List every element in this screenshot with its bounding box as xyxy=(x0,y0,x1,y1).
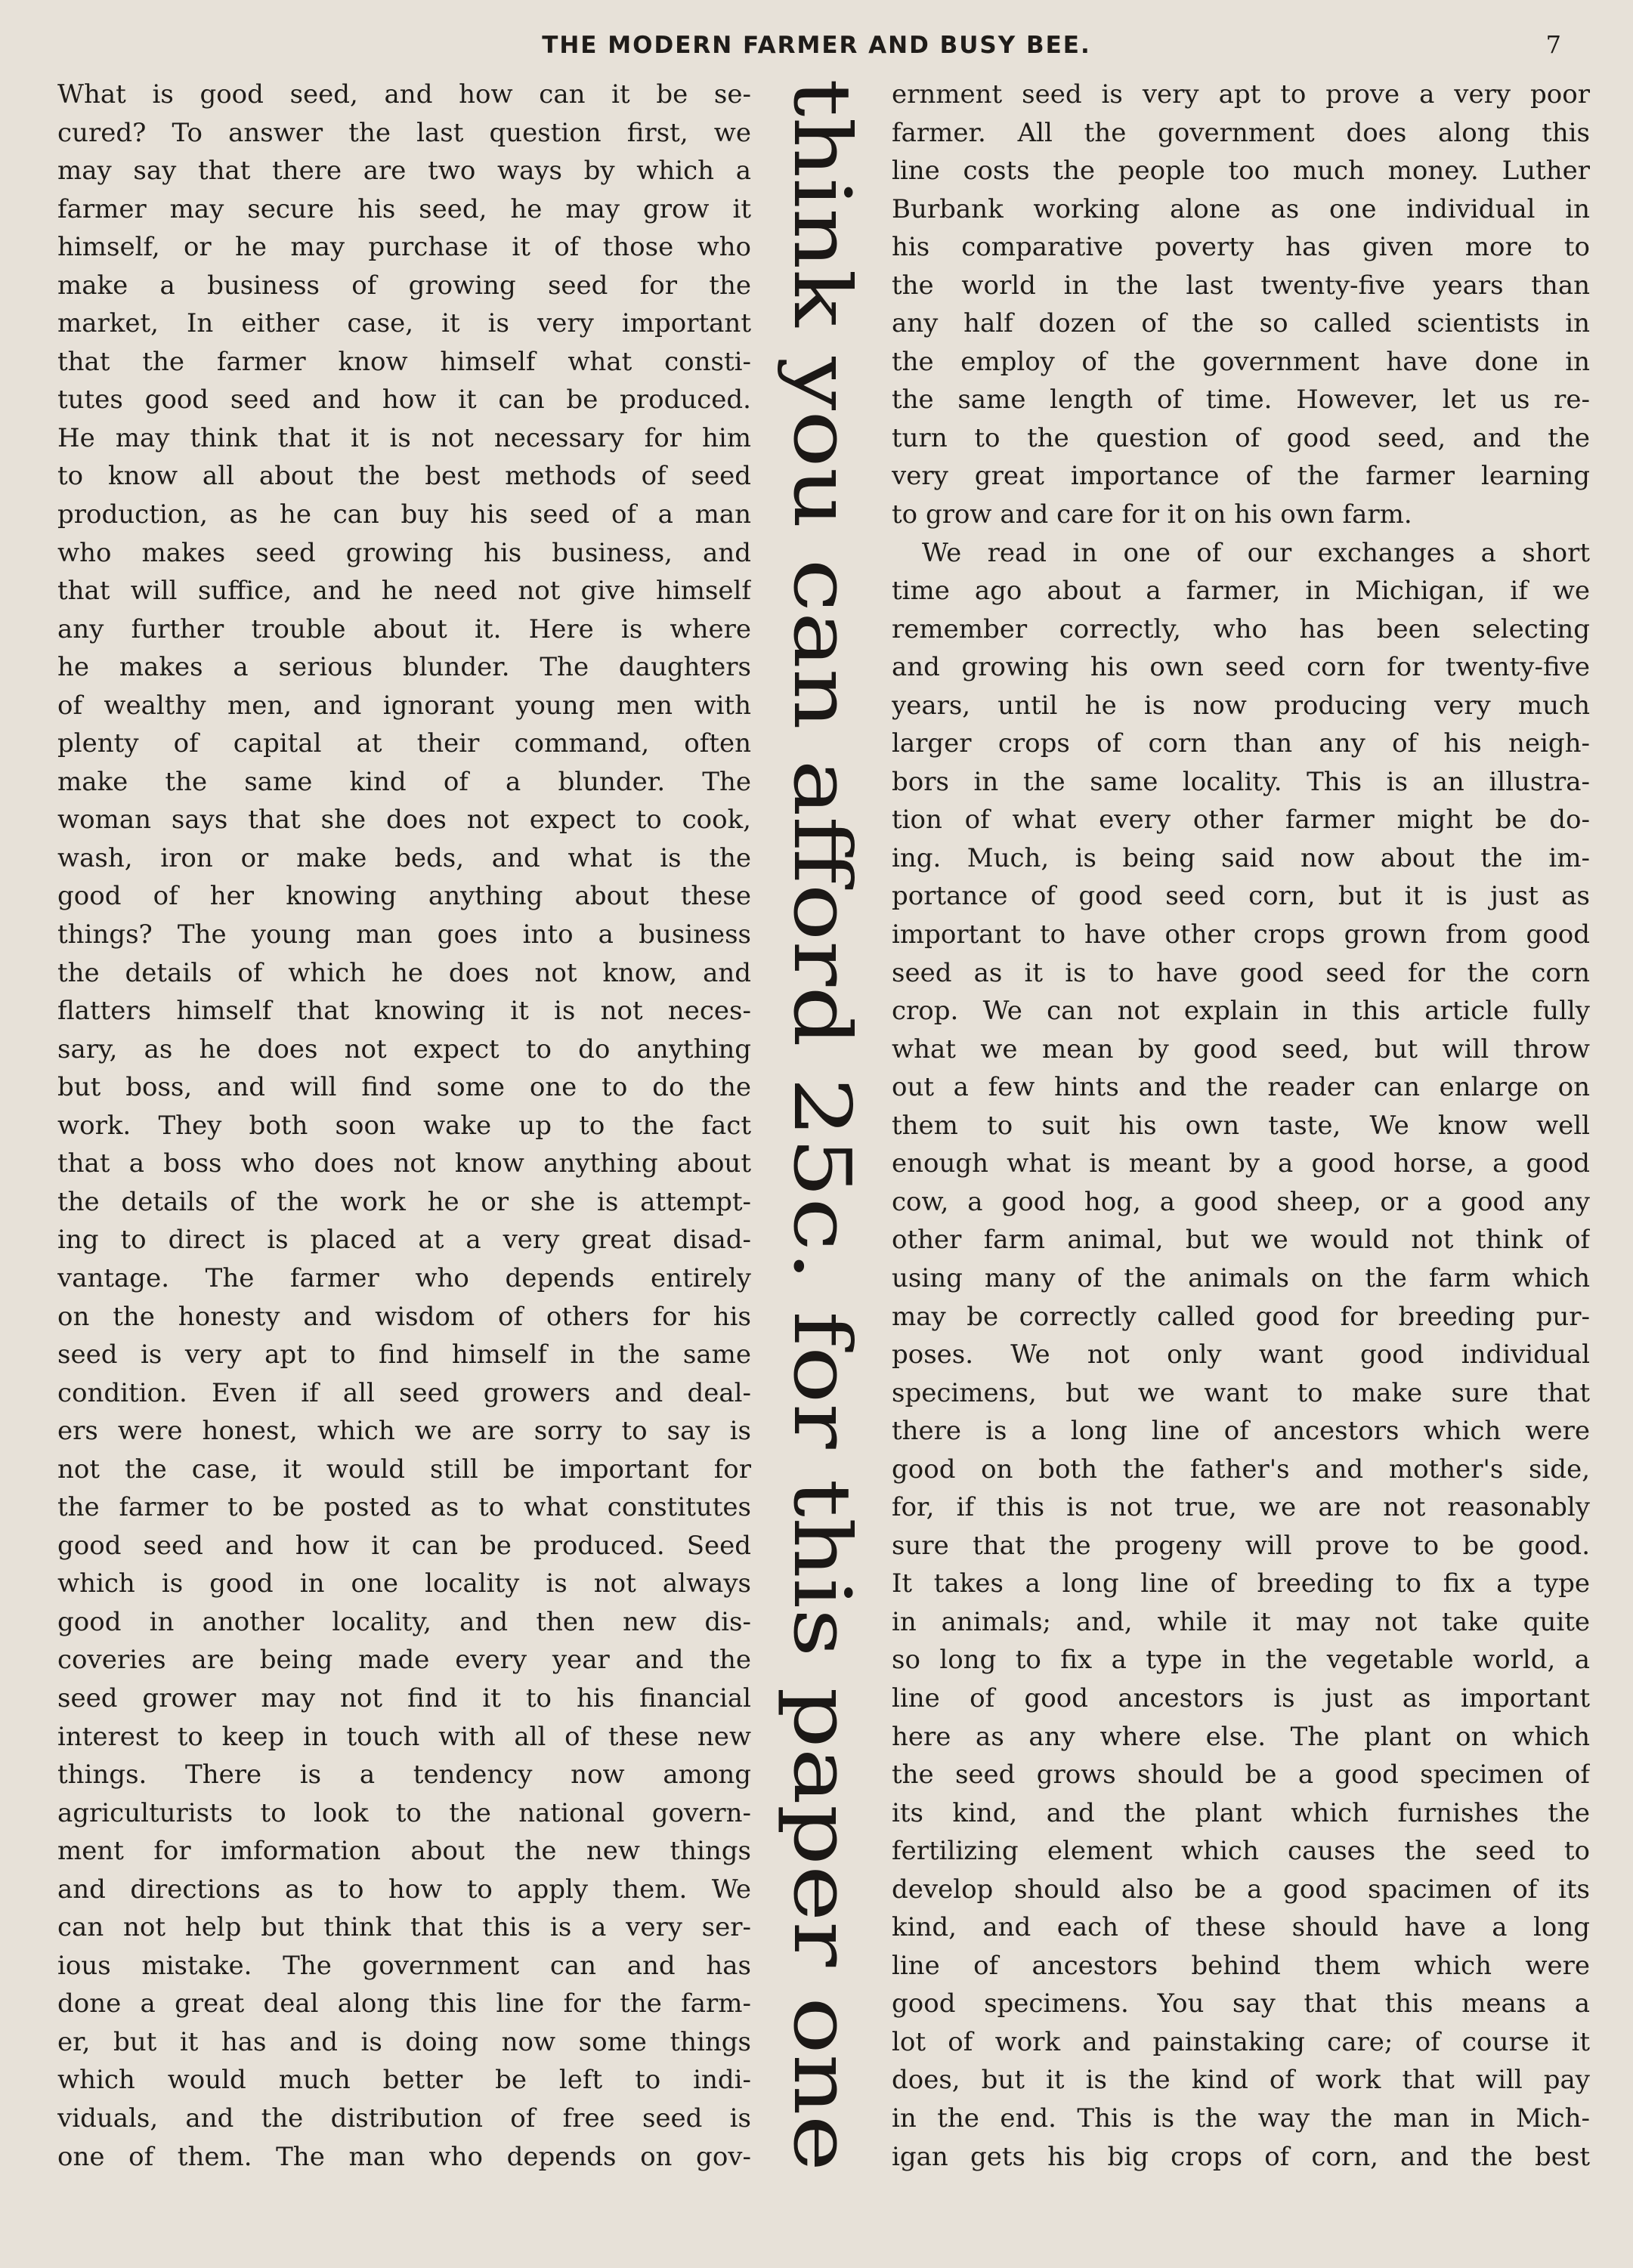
text-line: using many of the animals on the farm which xyxy=(892,1262,1590,1293)
text-line: good seed and how it can be produced. Seed xyxy=(57,1530,751,1561)
text-line: in the end. This is the way the man in Mich- xyxy=(892,2103,1590,2134)
text-line: the world in the last twenty-five years than xyxy=(892,270,1590,301)
text-line: that a boss who does not know anything about xyxy=(57,1148,751,1179)
text-line: He may think that it is not necessary for him xyxy=(57,422,751,453)
text-line: any half dozen of the so called scientists in xyxy=(892,308,1590,339)
text-line: line costs the people too much money. Luther xyxy=(892,156,1590,187)
text-line: but boss, and will find some one to do the xyxy=(57,1072,751,1103)
text-line: very great importance of the farmer learning xyxy=(892,461,1590,492)
text-line: develop should also be a good spacimen of its xyxy=(892,1874,1590,1905)
text-line: coveries are being made every year and the xyxy=(57,1645,751,1676)
text-line: make the same kind of a blunder. The xyxy=(57,766,751,797)
text-line: er, but it has and is doing now some things xyxy=(57,2026,751,2057)
text-line: good specimens. You say that this means a xyxy=(892,1988,1590,2019)
text-line: seed as it is to have good seed for the corn xyxy=(892,957,1590,988)
text-line: woman says that she does not expect to cook, xyxy=(57,805,751,836)
text-line: good in another locality, and then new dis- xyxy=(57,1606,751,1637)
text-line: to grow and care for it on his own farm. xyxy=(892,499,1412,530)
text-line: may be correctly called good for breeding pur- xyxy=(892,1301,1590,1332)
text-line: may say that there are two ways by which a xyxy=(57,156,751,187)
text-line: flatters himself that knowing it is not neces- xyxy=(57,996,751,1027)
text-line: line of ancestors behind them which were xyxy=(892,1950,1590,1981)
text-line: does, but it is the kind of work that will pay xyxy=(892,2065,1590,2096)
vertical-advertisement xyxy=(769,70,875,2177)
text-line: interest to keep in touch with all of these new xyxy=(57,1721,751,1752)
text-line: make a business of growing seed for the xyxy=(57,270,751,301)
text-line: time ago about a farmer, in Michigan, if we xyxy=(892,576,1590,607)
text-line: kind, and each of these should have a long xyxy=(892,1912,1590,1943)
text-line: poses. We not only want good individual xyxy=(892,1339,1590,1370)
text-line: good on both the father's and mother's side, xyxy=(892,1454,1590,1485)
text-line: farmer. All the government does along this xyxy=(892,117,1590,148)
running-title: THE MODERN FARMER AND BUSY BEE. xyxy=(542,32,1091,59)
text-line: viduals, and the distribution of free seed is xyxy=(57,2103,751,2134)
text-line: for, if this is not true, we are not reasonably xyxy=(892,1492,1590,1523)
text-line: which would much better be left to indi- xyxy=(57,2065,751,2096)
vertical-advertisement-text: think you can afford 25c. for this paper one xyxy=(776,79,868,1812)
text-line: ernment seed is very apt to prove a very poor xyxy=(892,79,1590,110)
text-line: tutes good seed and how it can be produced. xyxy=(57,385,751,416)
text-line: and directions as to how to apply them. We xyxy=(57,1874,751,1905)
text-line: tion of what every other farmer might be do- xyxy=(892,805,1590,836)
text-line: things. There is a tendency now among xyxy=(57,1760,751,1791)
text-line: agriculturists to look to the national govern- xyxy=(57,1797,751,1828)
text-line: himself, or he may purchase it of those who xyxy=(57,232,751,263)
page-header xyxy=(0,27,1633,65)
text-line: on the honesty and wisdom of others for his xyxy=(57,1301,751,1332)
text-line: ious mistake. The government can and has xyxy=(57,1950,751,1981)
text-line: enough what is meant by a good horse, a good xyxy=(892,1148,1590,1179)
text-line: ment for imformation about the new things xyxy=(57,1836,751,1867)
text-line: not the case, it would still be important for xyxy=(57,1454,751,1485)
text-line: crop. We can not explain in this article fully xyxy=(892,996,1590,1027)
text-line: ing. Much, is being said now about the im- xyxy=(892,842,1590,873)
text-line: farmer may secure his seed, he may grow it xyxy=(57,193,751,224)
text-line: bors in the same locality. This is an illustra- xyxy=(892,766,1590,797)
text-line: his comparative poverty has given more to xyxy=(892,232,1590,263)
text-line: fertilizing element which causes the seed to xyxy=(892,1836,1590,1867)
text-line: cured? To answer the last question first, we xyxy=(57,117,751,148)
text-line: portance of good seed corn, but it is just as xyxy=(892,881,1590,912)
text-line: of wealthy men, and ignorant young men with xyxy=(57,690,751,721)
text-line: its kind, and the plant which furnishes the xyxy=(892,1797,1590,1828)
right-column xyxy=(892,76,1590,2176)
text-line: any further trouble about it. Here is where xyxy=(57,613,751,644)
text-line: there is a long line of ancestors which were xyxy=(892,1416,1590,1447)
text-line: ing to direct is placed at a very great disad- xyxy=(57,1225,751,1256)
vertical-advertisement-svg xyxy=(769,70,875,2177)
page-number: 7 xyxy=(1545,30,1561,59)
text-line: ers were honest, which we are sorry to say is xyxy=(57,1416,751,1447)
text-line: the details of which he does not know, and xyxy=(57,957,751,988)
text-line: he makes a serious blunder. The daughters xyxy=(57,652,751,683)
text-line: lot of work and painstaking care; of course it xyxy=(892,2026,1590,2057)
text-line: one of them. The man who depends on gov- xyxy=(57,2141,751,2172)
text-line: line of good ancestors is just as important xyxy=(892,1682,1590,1713)
text-line: here as any where else. The plant on which xyxy=(892,1721,1590,1752)
text-line: What is good seed, and how can it be se- xyxy=(57,79,751,110)
text-line: the employ of the government have done in xyxy=(892,346,1590,377)
text-line: years, until he is now producing very much xyxy=(892,690,1590,721)
text-line: the details of the work he or she is attempt- xyxy=(57,1186,751,1217)
text-line: market, In either case, it is very important xyxy=(57,308,751,339)
text-line: in animals; and, while it may not take quite xyxy=(892,1606,1590,1637)
text-line: sary, as he does not expect to do anything xyxy=(57,1034,751,1064)
text-line: that the farmer know himself what consti- xyxy=(57,346,751,377)
left-column xyxy=(57,76,751,2176)
text-line: the same length of time. However, let us re- xyxy=(892,385,1590,416)
text-line: can not help but think that this is a very ser- xyxy=(57,1912,751,1943)
text-line: Burbank working alone as one individual in xyxy=(892,193,1590,224)
text-line: plenty of capital at their command, often xyxy=(57,728,751,759)
text-line: igan gets his big crops of corn, and the best xyxy=(892,2141,1590,2172)
text-line: the farmer to be posted as to what constitutes xyxy=(57,1492,751,1523)
text-line: wash, iron or make beds, and what is the xyxy=(57,842,751,873)
text-line: important to have other crops grown from good xyxy=(892,919,1590,950)
text-line: production, as he can buy his seed of a man xyxy=(57,499,751,530)
text-line: turn to the question of good seed, and the xyxy=(892,422,1590,453)
text-line: done a great deal along this line for the farm- xyxy=(57,1988,751,2019)
text-line: remember correctly, who has been selecting xyxy=(892,613,1590,644)
text-line: vantage. The farmer who depends entirely xyxy=(57,1262,751,1293)
text-line: which is good in one locality is not always xyxy=(57,1568,751,1599)
text-line: seed is very apt to find himself in the same xyxy=(57,1339,751,1370)
text-line: who makes seed growing his business, and xyxy=(57,537,751,568)
text-line: cow, a good hog, a good sheep, or a good any xyxy=(892,1186,1590,1217)
text-line: things? The young man goes into a business xyxy=(57,919,751,950)
text-line: seed grower may not find it to his financial xyxy=(57,1682,751,1713)
text-line: work. They both soon wake up to the fact xyxy=(57,1110,751,1141)
text-line: out a few hints and the reader can enlarge on xyxy=(892,1072,1590,1103)
text-line: them to suit his own taste, We know well xyxy=(892,1110,1590,1141)
text-line: what we mean by good seed, but will throw xyxy=(892,1034,1590,1064)
text-line: We read in one of our exchanges a short xyxy=(922,537,1590,568)
text-line: that will suffice, and he need not give himself xyxy=(57,576,751,607)
text-line: and growing his own seed corn for twenty-five xyxy=(892,652,1590,683)
text-line: other farm animal, but we would not think of xyxy=(892,1225,1590,1256)
text-line: larger crops of corn than any of his neigh- xyxy=(892,728,1590,759)
text-line: It takes a long line of breeding to fix a type xyxy=(892,1568,1590,1599)
text-line: the seed grows should be a good specimen of xyxy=(892,1760,1590,1791)
text-line: to know all about the best methods of seed xyxy=(57,461,751,492)
text-line: sure that the progeny will prove to be good. xyxy=(892,1530,1590,1561)
text-line: good of her knowing anything about these xyxy=(57,881,751,912)
text-line: specimens, but we want to make sure that xyxy=(892,1377,1590,1408)
text-line: condition. Even if all seed growers and deal- xyxy=(57,1377,751,1408)
text-line: so long to fix a type in the vegetable world, a xyxy=(892,1645,1590,1676)
